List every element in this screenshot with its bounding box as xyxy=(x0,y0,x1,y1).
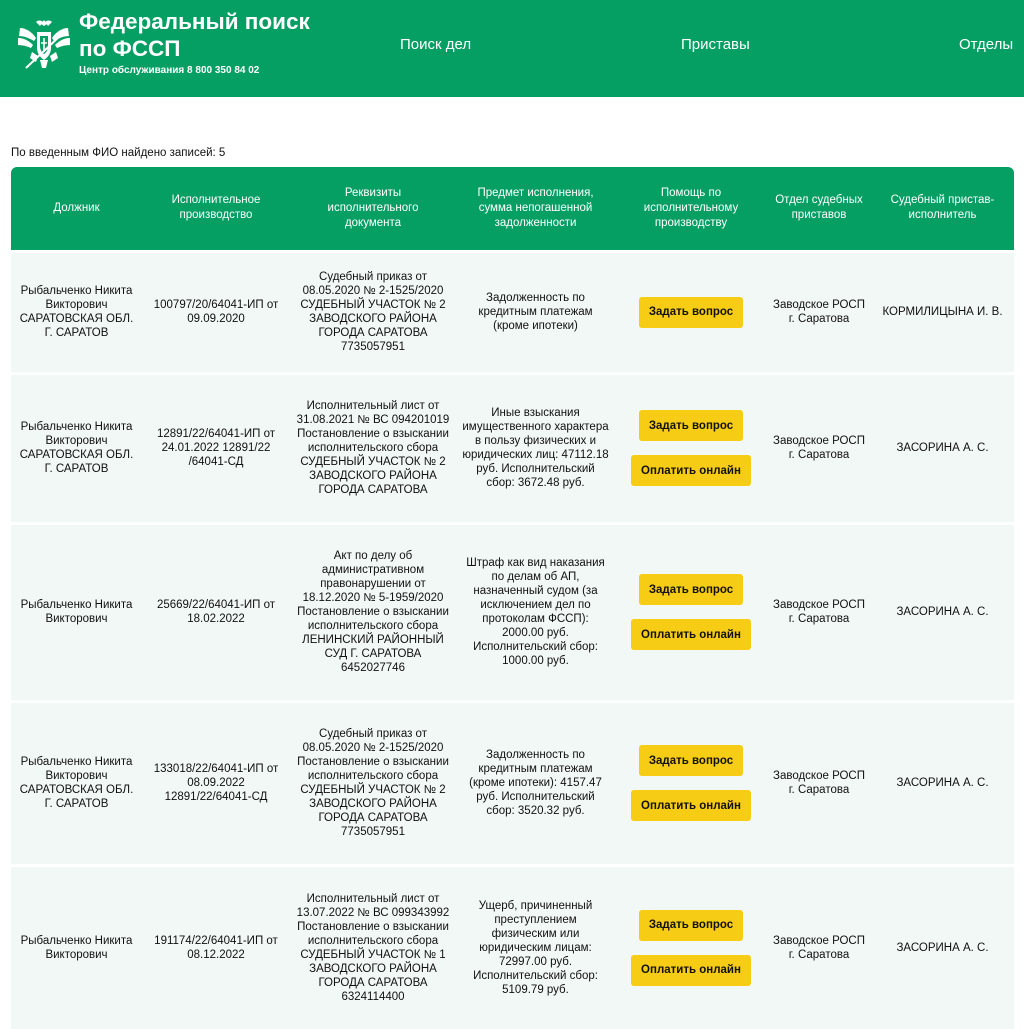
table-row xyxy=(11,251,1014,373)
column-header-document: Реквизиты исполнительного документа xyxy=(290,167,456,251)
department-cell: Заводское РОСП г. Саратова xyxy=(767,523,871,701)
debtor-cell: Рыбальченко Никита Викторович САРАТОВСКАЯ ОБЛ. Г. САРАТОВ xyxy=(11,701,142,865)
subject-cell: Задолженность по кредитным платежам (кроме ипотеки): 4157.47 руб. Исполнительский сбор: 3520.32 руб. xyxy=(456,701,615,865)
table-row xyxy=(11,865,1014,1029)
proceeding-cell: 191174/22/64041-ИП от 08.12.2022 xyxy=(142,865,290,1029)
column-header-department: Отдел судебных приставов xyxy=(767,167,871,251)
help-cell xyxy=(615,523,767,701)
debtor-cell: Рыбальченко Никита Викторович xyxy=(11,865,142,1029)
column-header-debtor: Должник xyxy=(11,167,142,251)
bailiff-cell: ЗАСОРИНА А. С. xyxy=(871,701,1014,865)
site-header xyxy=(0,0,1024,97)
document-cell: Исполнительный лист от 31.08.2021 № ВС 094201019 Постановление о взыскании исполнительского сбора СУДЕБНЫЙ УЧАСТОК № 2 ЗАВОДСКОГО РАЙОНА ГОРОДА САРАТОВА xyxy=(290,373,456,523)
help-cell xyxy=(615,865,767,1029)
document-cell: Исполнительный лист от 13.07.2022 № ВС 099343992 Постановление о взыскании исполнительского сбора СУДЕБНЫЙ УЧАСТОК № 1 ЗАВОДСКОГО РАЙОНА ГОРОДА САРАТОВА 6324114400 xyxy=(290,865,456,1029)
pay-online-button[interactable]: Оплатить онлайн xyxy=(631,455,751,486)
fssp-emblem-icon[interactable] xyxy=(16,14,72,74)
bailiff-cell: ЗАСОРИНА А. С. xyxy=(871,865,1014,1029)
department-cell: Заводское РОСП г. Саратова xyxy=(767,701,871,865)
subject-cell: Задолженность по кредитным платежам (кроме ипотеки) xyxy=(456,251,615,373)
subject-cell: Штраф как вид наказания по делам об АП, назначенный судом (за исключением дел по протоколам ФССП): 2000.00 руб. Исполнительский сбор: 1000.00 руб. xyxy=(456,523,615,701)
nav-case-search[interactable]: Поиск дел xyxy=(400,36,472,53)
debtor-cell: Рыбальченко Никита Викторович САРАТОВСКАЯ ОБЛ. Г. САРАТОВ xyxy=(11,251,142,373)
table-row xyxy=(11,701,1014,865)
ask-question-button[interactable]: Задать вопрос xyxy=(639,410,743,441)
table-row xyxy=(11,523,1014,701)
results-table-wrap xyxy=(11,167,1014,1029)
bailiff-cell: ЗАСОРИНА А. С. xyxy=(871,373,1014,523)
proceeding-cell: 100797/20/64041-ИП от 09.09.2020 xyxy=(142,251,290,373)
bailiff-cell: КОРМИЛИЦЫНА И. В. xyxy=(871,251,1014,373)
help-cell xyxy=(615,701,767,865)
help-cell xyxy=(615,373,767,523)
column-header-subject: Предмет исполнения, сумма непогашенной задолженности xyxy=(456,167,615,251)
department-cell: Заводское РОСП г. Саратова xyxy=(767,251,871,373)
pay-online-button[interactable]: Оплатить онлайн xyxy=(631,790,751,821)
brand-title[interactable]: Федеральный поиск по ФССП xyxy=(79,9,310,61)
nav-bailiffs[interactable]: Приставы xyxy=(681,36,750,53)
ask-question-button[interactable]: Задать вопрос xyxy=(639,745,743,776)
column-header-help: Помощь по исполнительному производству xyxy=(615,167,767,251)
department-cell: Заводское РОСП г. Саратова xyxy=(767,865,871,1029)
debtor-cell: Рыбальченко Никита Викторович xyxy=(11,523,142,701)
proceeding-cell: 133018/22/64041-ИП от 08.09.2022 12891/22/64041-СД xyxy=(142,701,290,865)
column-header-bailiff: Судебный пристав-исполнитель xyxy=(871,167,1014,251)
proceeding-cell: 25669/22/64041-ИП от 18.02.2022 xyxy=(142,523,290,701)
table-header-row xyxy=(11,167,1014,251)
subject-cell: Ущерб, причиненный преступлением физическим или юридическим лицам: 72997.00 руб. Исполнительский сбор: 5109.79 руб. xyxy=(456,865,615,1029)
results-table xyxy=(11,167,1014,1029)
column-header-proceeding: Исполнительное производство xyxy=(142,167,290,251)
pay-online-button[interactable]: Оплатить онлайн xyxy=(631,955,751,986)
ask-question-button[interactable]: Задать вопрос xyxy=(639,574,743,605)
subject-cell: Иные взыскания имущественного характера в пользу физических и юридических лиц: 47112.18 руб. Исполнительский сбор: 3672.48 руб. xyxy=(456,373,615,523)
help-cell xyxy=(615,251,767,373)
pay-online-button[interactable]: Оплатить онлайн xyxy=(631,619,751,650)
proceeding-cell: 12891/22/64041-ИП от 24.01.2022 12891/22 /64041-СД xyxy=(142,373,290,523)
debtor-cell: Рыбальченко Никита Викторович САРАТОВСКАЯ ОБЛ. Г. САРАТОВ xyxy=(11,373,142,523)
table-row xyxy=(11,373,1014,523)
document-cell: Акт по делу об административном правонарушении от 18.12.2020 № 5-1959/2020 Постановление о взыскании исполнительского сбора ЛЕНИНСКИЙ РАЙОННЫЙ СУД Г. САРАТОВА 6452027746 xyxy=(290,523,456,701)
service-center-phone: Центр обслуживания 8 800 350 84 02 xyxy=(79,65,260,76)
results-count: По введенным ФИО найдено записей: 5 xyxy=(11,147,226,159)
document-cell: Судебный приказ от 08.05.2020 № 2-1525/2020 СУДЕБНЫЙ УЧАСТОК № 2 ЗАВОДСКОГО РАЙОНА ГОРОДА САРАТОВА 7735057951 xyxy=(290,251,456,373)
nav-departments[interactable]: Отделы xyxy=(959,36,1014,53)
ask-question-button[interactable]: Задать вопрос xyxy=(639,910,743,941)
bailiff-cell: ЗАСОРИНА А. С. xyxy=(871,523,1014,701)
department-cell: Заводское РОСП г. Саратова xyxy=(767,373,871,523)
ask-question-button[interactable]: Задать вопрос xyxy=(639,297,743,328)
document-cell: Судебный приказ от 08.05.2020 № 2-1525/2020 Постановление о взыскании исполнительского сбора СУДЕБНЫЙ УЧАСТОК № 2 ЗАВОДСКОГО РАЙОНА ГОРОДА САРАТОВА 7735057951 xyxy=(290,701,456,865)
